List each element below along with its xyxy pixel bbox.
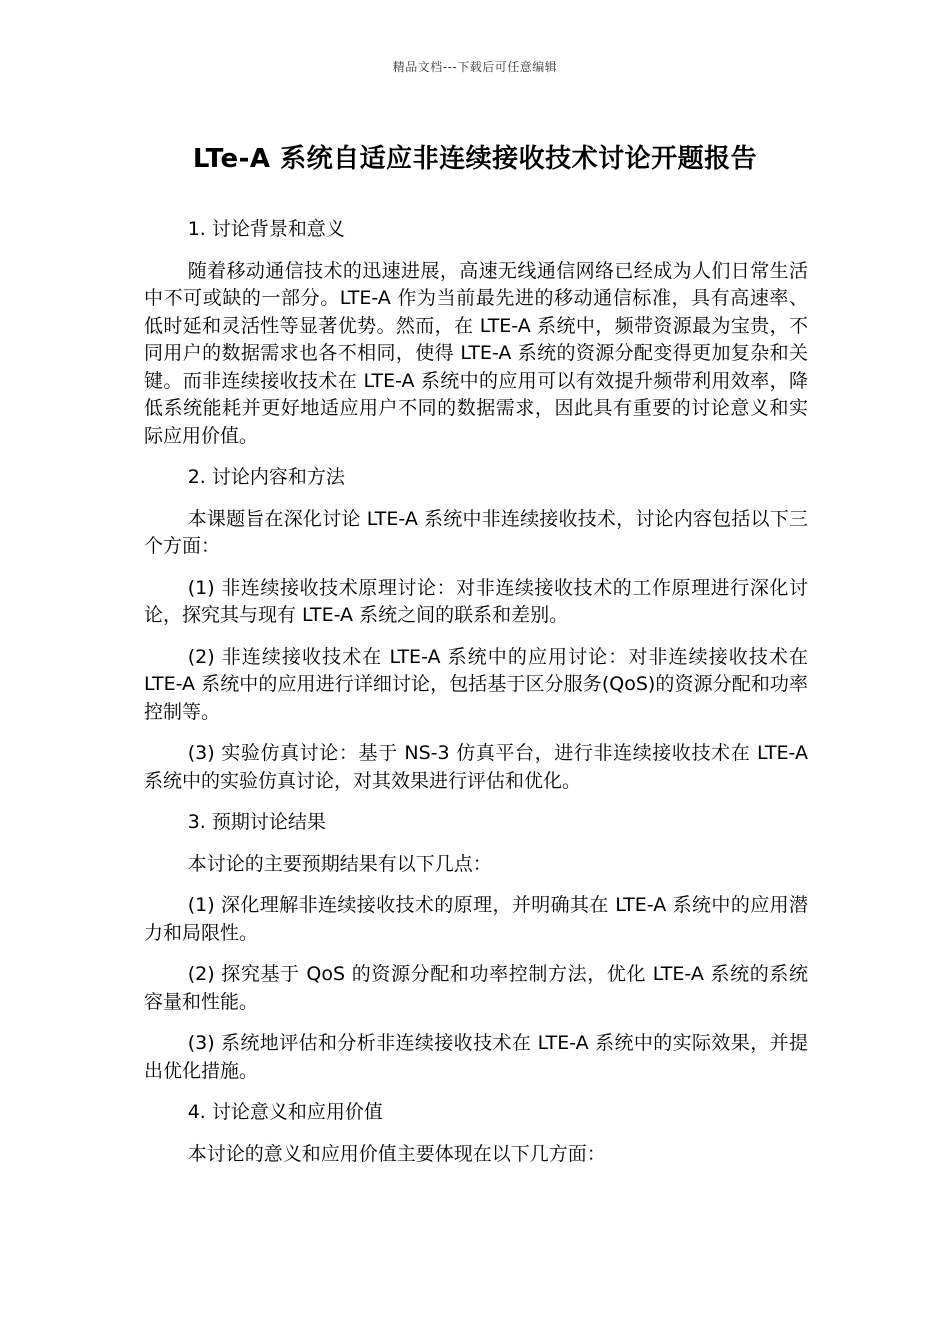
section-3-item-1: (1) 深化理解非连续接收技术的原理，并明确其在 LTE-A 系统中的应用潜力和局限性。 (144, 894, 808, 944)
section-1-heading: 1. 讨论背景和意义 (187, 218, 345, 240)
section-2-item-1: (1) 非连续接收技术原理讨论：对非连续接收技术的工作原理进行深化讨论，探究其与现有 LTE-A 系统之间的联系和差别。 (144, 576, 808, 626)
section-3-item-3: (3) 系统地评估和分析非连续接收技术在 LTE-A 系统中的实际效果，并提出优化措施。 (144, 1032, 808, 1082)
section-2-item-2: (2) 非连续接收技术在 LTE-A 系统中的应用讨论：对非连续接收技术在 LTE-A 系统中的应用进行详细讨论，包括基于区分服务(QoS)的资源分配和功率控制等。 (144, 645, 808, 723)
section-4-heading: 4. 讨论意义和应用价值 (187, 1101, 383, 1123)
section-2-heading: 2. 讨论内容和方法 (187, 466, 345, 488)
header-note: 精品文档---下载后可任意编辑 (392, 60, 558, 74)
section-3-heading: 3. 预期讨论结果 (187, 811, 326, 833)
section-3-item-2: (2) 探究基于 QoS 的资源分配和功率控制方法，优化 LTE-A 系统的系统容量和性能。 (144, 963, 808, 1013)
section-3-intro: 本讨论的主要预期结果有以下几点： (187, 852, 492, 875)
document-title: LTe-A 系统自适应非连续接收技术讨论开题报告 (192, 144, 758, 174)
section-1-paragraph: 随着移动通信技术的迅速进展，高速无线通信网络已经成为人们日常生活中不可或缺的一部分。LTE-A 作为当前最先进的移动通信标准，具有高速率、低时延和灵活性等显著优势。然而，在 LTE-A 系统中，频带资源最为宝贵，不同用户的数据需求也各不相同，使得 LTE-A 系统的资源分配变得更加复杂和关键。而非连续接收技术在 LTE-A 系统中的应用可以有效提升频带利用效率，降低系统能耗并更好地适应用户不同的数据需求，因此具有重要的讨论意义和实际应用价值。 (144, 259, 808, 447)
section-4-intro: 本讨论的意义和应用价值主要体现在以下几方面： (187, 1142, 606, 1165)
section-2-intro: 本课题旨在深化讨论 LTE-A 系统中非连续接收技术，讨论内容包括以下三个方面： (144, 507, 808, 557)
section-2-item-3: (3) 实验仿真讨论：基于 NS-3 仿真平台，进行非连续接收技术在 LTE-A 系统中的实验仿真讨论，对其效果进行评估和优化。 (144, 742, 808, 792)
document-body (144, 216, 808, 1182)
